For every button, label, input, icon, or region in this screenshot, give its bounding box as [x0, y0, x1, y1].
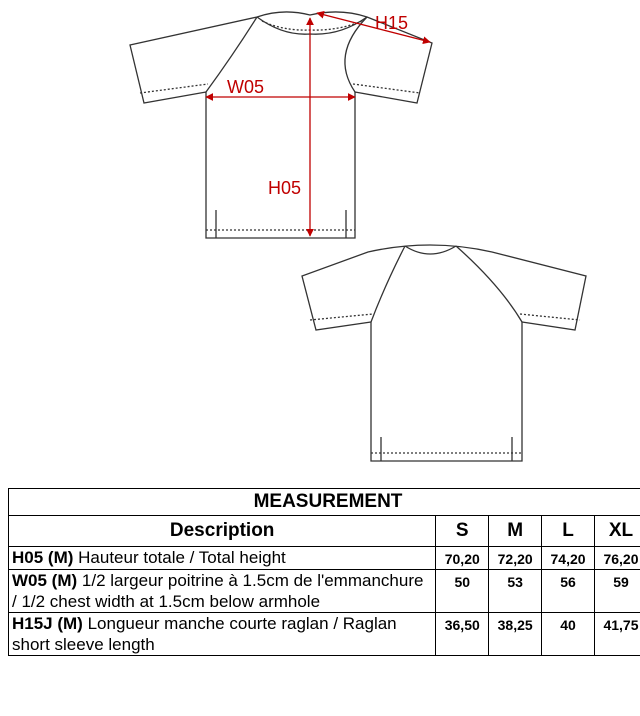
table-row [9, 547, 640, 570]
value-l: 74,20 [542, 547, 595, 570]
size-header-s: S [436, 516, 489, 547]
row-text: Longueur manche courte raglan / Raglan short sleeve length [12, 614, 397, 654]
size-header-m: M [489, 516, 542, 547]
value-xl: 59 [594, 570, 640, 613]
value-m: 53 [489, 570, 542, 613]
table-row [9, 613, 640, 656]
value-m: 72,20 [489, 547, 542, 570]
front-tshirt-drawing [130, 12, 432, 238]
value-xl: 41,75 [594, 613, 640, 656]
back-tshirt-drawing [302, 245, 586, 461]
h15-label: H15 [375, 13, 409, 33]
row-text: Hauteur totale / Total height [78, 548, 286, 567]
row-description [9, 547, 436, 570]
value-s: 70,20 [436, 547, 489, 570]
row-description [9, 613, 436, 656]
row-text: 1/2 largeur poitrine à 1.5cm de l'emmanchure / 1/2 chest width at 1.5cm below armhole [12, 571, 424, 611]
description-header: Description [9, 516, 436, 547]
value-m: 38,25 [489, 613, 542, 656]
row-code: H05 (M) [12, 548, 74, 567]
value-l: 56 [542, 570, 595, 613]
h05-label: H05 [268, 178, 302, 198]
row-code: H15J (M) [12, 614, 83, 633]
value-s: 36,50 [436, 613, 489, 656]
value-s: 50 [436, 570, 489, 613]
value-xl: 76,20 [594, 547, 640, 570]
row-description [9, 570, 436, 613]
row-code: W05 (M) [12, 571, 78, 590]
table-row [9, 570, 640, 613]
w05-label: W05 [227, 77, 265, 97]
measurement-table [8, 488, 640, 656]
value-l: 40 [542, 613, 595, 656]
size-header-l: L [542, 516, 595, 547]
size-header-xl: XL [594, 516, 640, 547]
table-title: MEASUREMENT [9, 489, 640, 516]
